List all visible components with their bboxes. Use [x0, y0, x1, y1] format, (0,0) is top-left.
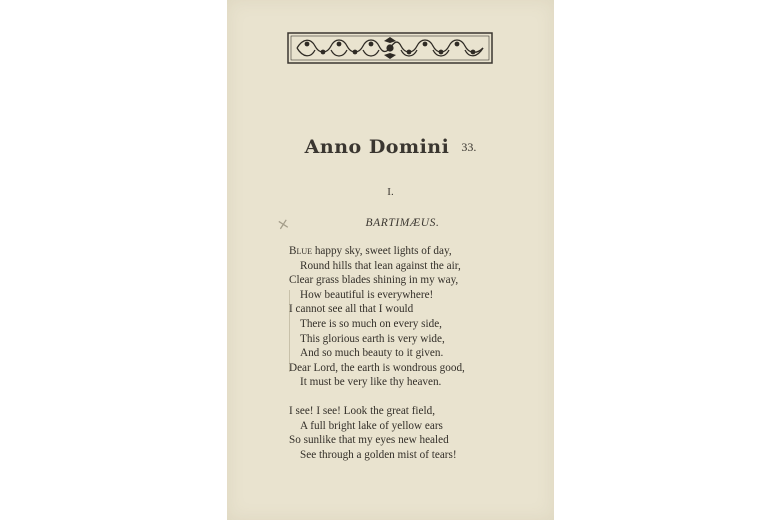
poem-line: I see! I see! Look the great field, [289, 404, 435, 417]
stanza-break [289, 390, 544, 404]
poem-line: I cannot see all that I would [289, 303, 414, 316]
book-page [227, 0, 554, 520]
poem-line: Round hills that lean against the air, [300, 259, 461, 272]
section-number: I. [387, 186, 394, 198]
running-title: Anno Domini [304, 136, 450, 158]
poem-line: So sunlike that my eyes new healed [289, 434, 449, 447]
poem-body [289, 244, 544, 462]
page-number: 33. [461, 140, 477, 154]
poem-first-word: Blue [289, 245, 313, 257]
poem-line: There is so much on every side, [300, 317, 442, 330]
poem-line: How beautiful is everywhere! [300, 288, 434, 301]
poem-title: BARTIMÆUS. [365, 217, 440, 229]
ornamental-headpiece [287, 32, 493, 64]
poem-line: Dear Lord, the earth is wondrous good, [289, 361, 465, 374]
poem-line [289, 244, 544, 259]
page-header [227, 136, 554, 158]
poem-line: See through a golden mist of tears! [300, 448, 457, 461]
poem-line: This glorious earth is very wide, [300, 332, 445, 345]
poem-line: It must be very like thy heaven. [300, 376, 442, 389]
poem-line: A full bright lake of yellow ears [300, 419, 443, 432]
pencil-x-mark: × [275, 213, 292, 235]
poem-first-line-rest: happy sky, sweet lights of day, [312, 245, 452, 257]
poem-line: And so much beauty to it given. [300, 347, 444, 360]
poem-line: Clear grass blades shining in my way, [289, 274, 459, 287]
